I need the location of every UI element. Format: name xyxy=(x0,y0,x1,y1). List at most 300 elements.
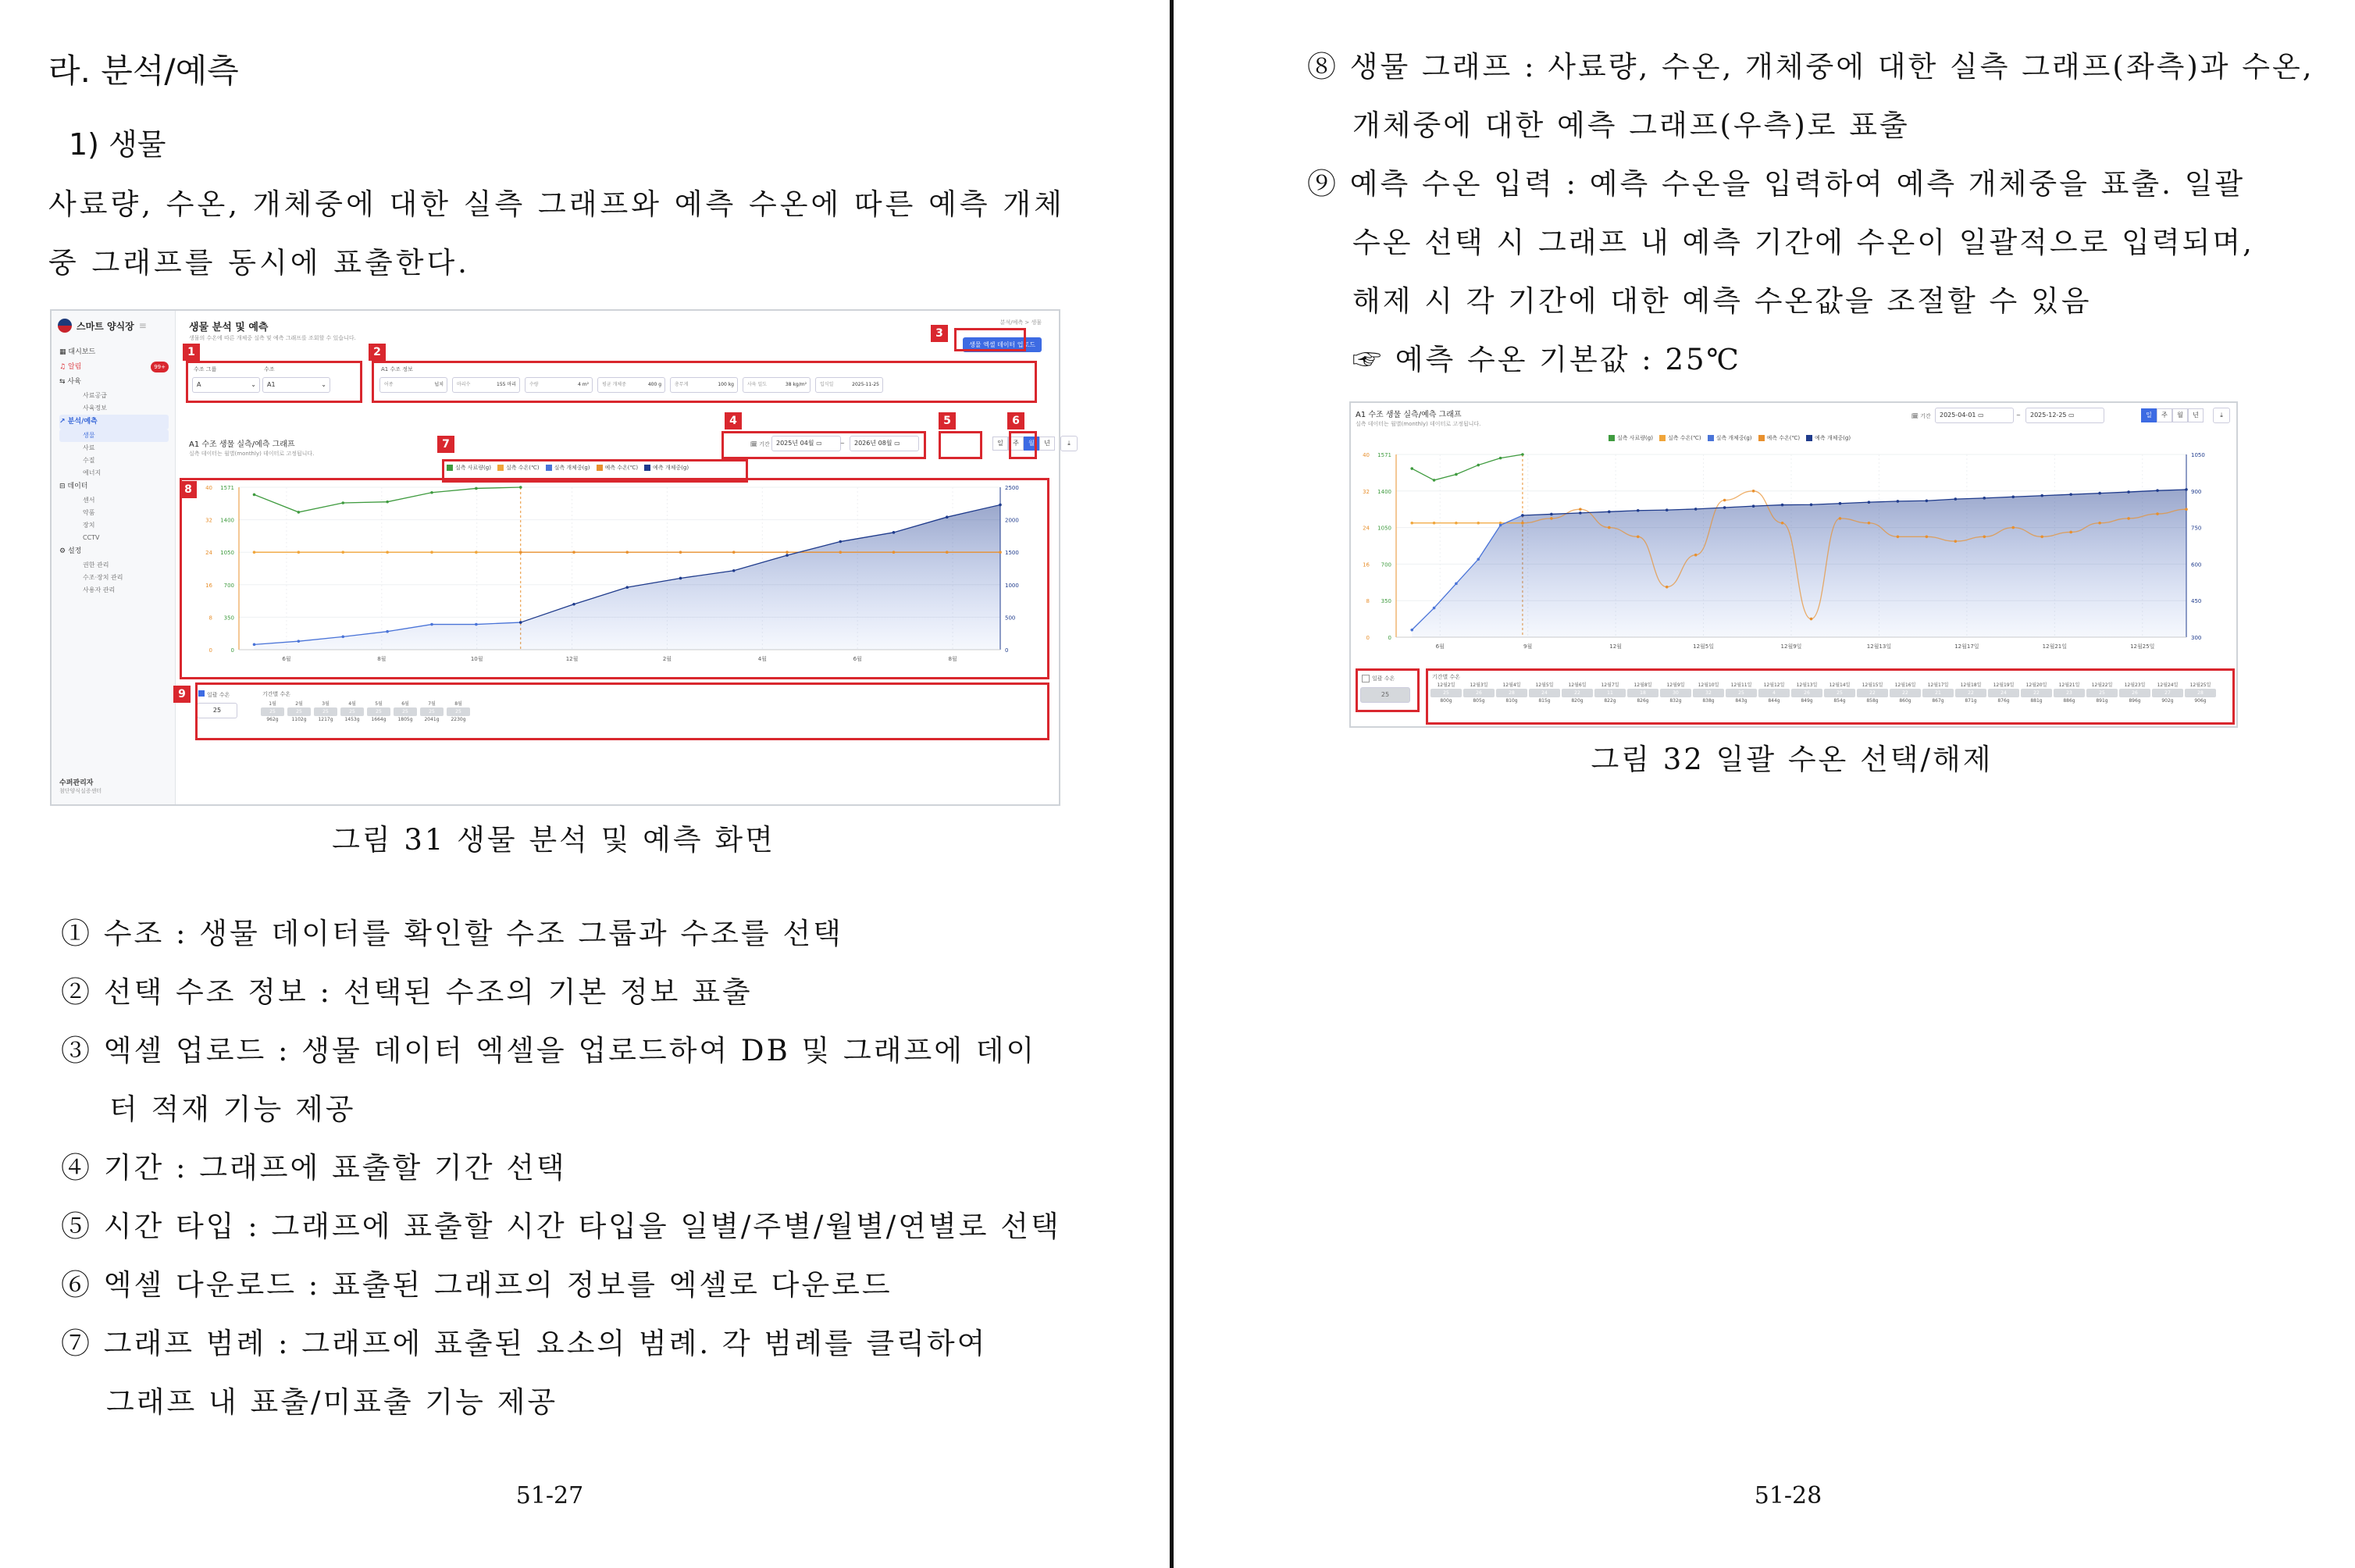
period-temp-input[interactable]: 28 xyxy=(2185,689,2216,697)
left-page xyxy=(0,0,1171,1568)
time-type-option[interactable]: 일 xyxy=(992,437,1008,451)
legend-item[interactable] xyxy=(1708,434,1752,442)
subsection-title: 1) 생물 xyxy=(69,127,166,162)
download-icon: ⤓ xyxy=(1067,440,1071,447)
figure-31-screenshot xyxy=(50,309,1071,806)
legend-item[interactable] xyxy=(1758,434,1801,442)
time-type-option[interactable]: 일 xyxy=(2141,408,2157,422)
period-temp-input[interactable]: 25 xyxy=(367,707,390,716)
predicted-weight: 815g xyxy=(1538,698,1551,704)
data-point-predicted-temp xyxy=(1868,522,1871,525)
data-point-predicted-weight xyxy=(2069,493,2072,496)
period-temp-cell xyxy=(1529,681,1560,704)
period-temp-input[interactable]: 11 xyxy=(1594,689,1626,697)
predicted-weight: 810g xyxy=(1505,698,1518,704)
data-point-actual-feed xyxy=(1410,467,1413,470)
y-tick-temp: 16 xyxy=(205,582,212,589)
y-tick-temp: 0 xyxy=(1366,635,1370,641)
x-tick-label: 4월 xyxy=(757,656,767,662)
data-point-predicted-temp xyxy=(1637,536,1640,539)
x-tick-label: 12월21일 xyxy=(2042,643,2068,650)
emblem-icon xyxy=(58,319,72,333)
period-temp-input[interactable]: 25 xyxy=(1824,689,1855,697)
data-point-predicted-weight xyxy=(1637,509,1640,512)
period-temp-input[interactable]: 18 xyxy=(1627,689,1658,697)
y-tick-feed: 0 xyxy=(1388,635,1391,641)
sidebar-subitem-device[interactable]: 장치 xyxy=(83,522,95,529)
period-temp-cell xyxy=(1890,681,1921,704)
time-type-option[interactable]: 년 xyxy=(1039,437,1055,451)
y-tick-weight: 500 xyxy=(1005,615,1016,622)
breadcrumb: 분석/예측 > 생물 xyxy=(999,319,1042,326)
excel-download-button[interactable] xyxy=(1060,436,1078,451)
chart-legend xyxy=(1609,434,1851,442)
period-label: 12월13일 xyxy=(1796,682,1818,688)
list-item: ⑦ 그래프 범례 : 그래프에 표출된 요소의 범례. 각 범례를 클릭하여 xyxy=(61,1327,988,1360)
period-temp-input[interactable]: 27 xyxy=(2152,689,2183,697)
data-point-predicted-weight xyxy=(1897,500,1900,503)
y-tick-feed: 700 xyxy=(223,582,234,589)
excel-download-button[interactable] xyxy=(2213,408,2230,423)
sidebar-subitem-energy[interactable]: 에너지 xyxy=(83,469,102,476)
period-label: 3월 xyxy=(322,701,330,707)
period-temp-label: 기간별 수온 xyxy=(262,691,291,697)
x-tick-label: 12월5일 xyxy=(1693,643,1715,650)
annotation-box-3 xyxy=(954,328,1026,351)
figure-31-caption: 그림 31 생물 분석 및 예측 화면 xyxy=(332,823,775,857)
predicted-weight: 1102g xyxy=(291,717,307,722)
checkbox-unchecked-icon xyxy=(1362,675,1370,682)
y-tick-temp: 8 xyxy=(1366,598,1370,605)
period-label: 12월8일 xyxy=(1634,682,1652,688)
sidebar-subitem-tank-device[interactable]: 수조·장치 관리 xyxy=(83,574,123,581)
predicted-weight: 2230g xyxy=(451,717,466,722)
data-point-predicted-temp xyxy=(1723,499,1726,502)
data-point-predicted-temp xyxy=(1521,522,1524,525)
list-item-note: ☞ 예측 수온 기본값 : 25℃ xyxy=(1352,343,1741,376)
bulk-temp-label: 일괄 수온 xyxy=(1372,675,1395,682)
x-tick-label: 8월 xyxy=(377,656,387,662)
data-point-predicted-temp xyxy=(1839,517,1842,520)
alarm-count-badge: 99+ xyxy=(151,362,169,372)
period-temp-input[interactable]: 25 xyxy=(394,707,417,716)
x-tick-label: 6월 xyxy=(1435,643,1445,650)
x-tick-label: 12월13일 xyxy=(1866,643,1892,650)
period-label: 12월25일 xyxy=(2189,682,2211,688)
period-temp-input[interactable]: 23 xyxy=(2054,689,2085,697)
period-label: 🗓 기간 xyxy=(1911,413,1931,419)
list-item: ⑤ 시간 타입 : 그래프에 표출할 시간 타입을 일별/주별/월별/연별로 선택 xyxy=(61,1210,1061,1243)
period-temp-input[interactable]: 25 xyxy=(314,707,337,716)
annotation-badge-2: 2 xyxy=(369,344,386,361)
sidebar-subitem-sensor[interactable]: 센서 xyxy=(83,497,95,504)
tank-info-key: 평균 개체중 xyxy=(602,382,626,387)
y-tick-temp: 40 xyxy=(1363,452,1370,458)
time-type-option[interactable]: 월 xyxy=(1024,437,1039,451)
period-label: 7월 xyxy=(428,701,436,707)
legend-item[interactable] xyxy=(1659,434,1701,442)
user-name: 수퍼관리자 xyxy=(59,779,94,787)
date-separator: ~ xyxy=(840,440,845,447)
data-point-predicted-temp xyxy=(2127,517,2130,520)
tank-info-value: 넙치 xyxy=(434,382,444,387)
period-temp-input[interactable]: 25 xyxy=(261,707,284,716)
sidebar-subitem-cctv[interactable]: CCTV xyxy=(83,534,100,541)
data-point-actual-weight xyxy=(1499,524,1502,527)
period-label: 12월4일 xyxy=(1502,682,1521,688)
period-temp-cell xyxy=(2086,681,2118,704)
x-tick-label: 12월9일 xyxy=(1780,643,1802,650)
tank-info-value: 2025-11-25 xyxy=(852,382,879,387)
x-tick-label: 6월 xyxy=(282,656,291,662)
predicted-weight: 854g xyxy=(1833,698,1846,704)
period-label: 12월18일 xyxy=(1960,682,1982,688)
period-label: 12월20일 xyxy=(2025,682,2047,688)
period-label: 2월 xyxy=(295,701,303,707)
y-tick-feed: 0 xyxy=(230,647,234,654)
tank-info-title: A1 수조 정보 xyxy=(381,366,413,372)
annotation-box-8 xyxy=(180,478,1049,679)
data-point-predicted-weight xyxy=(1550,513,1553,516)
x-tick-label: 12월 xyxy=(565,656,579,662)
tank-group-label: 수조 그룹 xyxy=(194,366,217,372)
x-tick-label: 2월 xyxy=(662,656,672,662)
intro-line-1: 사료량, 수온, 개체중에 대한 실측 그래프와 예측 수온에 따른 예측 개체 xyxy=(48,187,1065,221)
predicted-weight: 849g xyxy=(1801,698,1813,704)
legend-item[interactable] xyxy=(1806,434,1851,442)
bulk-temp-checkbox[interactable] xyxy=(1362,675,1395,682)
y-tick-feed: 350 xyxy=(1381,598,1391,605)
y-tick-temp: 0 xyxy=(208,647,212,654)
sidebar-item-dashboard[interactable]: ▦ 대시보드 xyxy=(59,348,96,356)
tank-info-key: 수량 xyxy=(529,382,539,387)
sidebar-subitem-feed-info[interactable]: 사육정보 xyxy=(83,404,107,412)
data-point-actual-feed xyxy=(1455,473,1458,476)
predicted-weight: 860g xyxy=(1899,698,1911,704)
data-point-predicted-weight xyxy=(1579,511,1582,515)
date-from-input[interactable] xyxy=(1935,408,2014,423)
data-point-predicted-weight xyxy=(1868,501,1871,504)
legend-label: 실측 사료량(g) xyxy=(1617,435,1653,441)
period-label: 12월12일 xyxy=(1763,682,1785,688)
calendar-icon: ▭ xyxy=(894,440,900,447)
data-point-predicted-weight xyxy=(1666,508,1669,511)
data-point-actual-temp xyxy=(1433,522,1436,525)
period-temp-cell xyxy=(1660,681,1691,704)
sidebar-subitem-user[interactable]: 사용자 관리 xyxy=(83,586,116,593)
data-point-predicted-weight xyxy=(1983,497,1986,500)
download-icon: ⤓ xyxy=(2220,412,2223,419)
date-from-value: 2025년 04월 xyxy=(776,440,814,447)
tank-info-value: 155 마리 xyxy=(497,382,516,387)
period-temp-input[interactable]: 24 xyxy=(1529,689,1560,697)
list-item-continuation: 수온 선택 시 그래프 내 예측 기간에 수온이 일괄적으로 입력되며, xyxy=(1352,226,2254,259)
chevron-down-icon: ⌄ xyxy=(251,381,256,388)
predicted-weight: 1805g xyxy=(397,717,413,722)
predicted-weight: 805g xyxy=(1473,698,1485,704)
period-label: 12월24일 xyxy=(2157,682,2179,688)
data-point-predicted-weight xyxy=(1926,499,1929,502)
period-temp-input[interactable]: 22 xyxy=(1955,689,1986,697)
intro-line-2: 중 그래프를 동시에 표출한다. xyxy=(48,246,470,280)
time-type-option[interactable]: 주 xyxy=(1008,437,1024,451)
predicted-weight: 881g xyxy=(2030,698,2043,704)
period-temp-input[interactable]: 24 xyxy=(1988,689,2019,697)
period-temp-label: 기간별 수온 xyxy=(1432,674,1461,680)
sidebar-subitem-permission[interactable]: 권한 관리 xyxy=(83,561,109,568)
period-label: 12월22일 xyxy=(2091,682,2113,688)
excel-upload-button[interactable]: 생물 엑셀 데이터 업로드 xyxy=(963,337,1042,352)
bulk-temp-input[interactable]: 25 xyxy=(197,703,237,718)
y-tick-weight: 1500 xyxy=(1005,550,1019,557)
sidebar-item-label: 대시보드 xyxy=(68,348,96,356)
predicted-weight: 844g xyxy=(1768,698,1780,704)
period-temp-input[interactable]: 22 xyxy=(1562,689,1593,697)
period-temp-cell xyxy=(1562,681,1593,704)
period-temp-input[interactable]: 25 xyxy=(2086,689,2118,697)
chart-subtitle: 실측 데이터는 월별(monthly) 데이터로 고정됩니다. xyxy=(189,451,315,457)
period-temp-input[interactable]: 25 xyxy=(1430,689,1462,697)
period-temp-input[interactable]: 22 xyxy=(1857,689,1888,697)
legend-label: 예측 수온(℃) xyxy=(604,465,639,471)
period-label: 6월 xyxy=(401,701,409,707)
period-temp-input[interactable]: 26 xyxy=(1463,689,1495,697)
period-temp-cell xyxy=(1988,681,2019,704)
legend-label: 실측 개체중(g) xyxy=(1715,435,1752,441)
predicted-weight: 1217g xyxy=(318,717,333,722)
sidebar-subitem-feed-supply[interactable]: 사료공급 xyxy=(83,392,107,399)
figure-32-screenshot xyxy=(1349,401,2238,728)
user-profile[interactable] xyxy=(59,777,102,795)
period-temp-input[interactable]: 25 xyxy=(420,707,444,716)
sidebar-item-label: 분석/예측 xyxy=(67,418,98,426)
y-tick-weight: 1050 xyxy=(2191,452,2205,458)
sidebar-subitem-water[interactable]: 수질 xyxy=(83,457,95,464)
data-point-actual-feed xyxy=(1499,457,1502,460)
predicted-weight: 886g xyxy=(2063,698,2075,704)
data-point-predicted-weight xyxy=(1781,504,1784,507)
predicted-weight: 876g xyxy=(1997,698,2010,704)
predicted-weight: 871g xyxy=(1965,698,1977,704)
y-tick-weight: 750 xyxy=(2191,525,2202,532)
data-point-predicted-temp xyxy=(1781,522,1784,525)
period-label: 8월 xyxy=(454,701,462,707)
data-point-predicted-temp xyxy=(2011,526,2015,529)
sidebar-item-label: 데이터 xyxy=(67,483,88,490)
y-tick-weight: 0 xyxy=(1005,647,1009,654)
annotation-box-4 xyxy=(721,431,926,459)
period-label: 5월 xyxy=(375,701,383,707)
predicted-weight: 838g xyxy=(1702,698,1715,704)
app-logo xyxy=(58,319,147,333)
period-temp-cell xyxy=(1726,681,1757,704)
annotation-badge-3: 3 xyxy=(931,325,948,342)
y-tick-weight: 900 xyxy=(2191,488,2202,495)
data-point-actual-feed xyxy=(1433,479,1436,482)
legend-swatch xyxy=(1708,435,1714,441)
period-temp-input[interactable]: 25 xyxy=(287,707,311,716)
predicted-weight: 906g xyxy=(2194,698,2207,704)
sidebar-item-label: 사육 xyxy=(67,378,81,386)
legend-swatch xyxy=(1758,435,1765,441)
sidebar-item-settings[interactable]: ⚙ 설정 xyxy=(59,547,82,555)
y-tick-temp: 32 xyxy=(205,517,212,524)
period-label: 12월10일 xyxy=(1698,682,1719,688)
y-tick-temp: 8 xyxy=(208,615,212,622)
data-point-predicted-temp xyxy=(1926,536,1929,539)
y-tick-weight: 2500 xyxy=(1005,485,1019,491)
annotation-badge-5: 5 xyxy=(939,412,956,429)
predicted-weight: 891g xyxy=(2096,698,2108,704)
data-point-predicted-weight xyxy=(1954,497,1958,501)
y-tick-feed: 350 xyxy=(223,615,234,622)
period-temp-cell xyxy=(1758,681,1790,704)
list-item: ⑧ 생물 그래프 : 사료량, 수온, 개체중에 대한 실측 그래프(좌측)과 수온, xyxy=(1307,50,2314,84)
period-label: 12월3일 xyxy=(1470,682,1488,688)
data-point-predicted-weight xyxy=(2127,490,2130,494)
x-tick-label: 6월 xyxy=(853,656,862,662)
date-to-input[interactable] xyxy=(2025,408,2104,423)
period-temp-input[interactable]: 25 xyxy=(1726,689,1757,697)
period-temp-input[interactable]: 25 xyxy=(340,707,364,716)
legend-item[interactable] xyxy=(1609,434,1653,442)
predicted-weight: 2041g xyxy=(424,717,440,722)
weight-area xyxy=(1412,490,2186,637)
period-label: 12월17일 xyxy=(1927,682,1949,688)
data-point-predicted-temp xyxy=(1694,554,1698,557)
legend-label: 실측 사료량(g) xyxy=(455,465,491,471)
menu-icon[interactable]: ≡ xyxy=(138,320,147,331)
annotation-badge-1: 1 xyxy=(183,344,200,361)
data-point-predicted-temp xyxy=(1608,526,1611,529)
sidebar-subitem-drug[interactable]: 약품 xyxy=(83,509,95,516)
annotation-box-1 xyxy=(186,361,362,403)
period-temp-input[interactable]: 32 xyxy=(1693,689,1724,697)
sidebar-item-data[interactable]: ⊟ 데이터 xyxy=(59,483,88,490)
y-tick-temp: 24 xyxy=(1363,525,1370,532)
sidebar xyxy=(52,311,176,804)
predicted-weight: 1453g xyxy=(344,717,360,722)
date-to-value: 2026년 08월 xyxy=(854,440,892,447)
predicted-weight: 962g xyxy=(266,717,279,722)
sidebar-item-alarm[interactable]: ♫ 알림 99+ xyxy=(59,360,169,375)
sidebar-item-label: 설정 xyxy=(67,547,82,555)
period-temp-input[interactable]: 4 xyxy=(1758,689,1790,697)
predicted-weight: 1664g xyxy=(371,717,387,722)
period-temp-input[interactable]: 28 xyxy=(1496,689,1527,697)
bulk-temp-input-disabled[interactable]: 25 xyxy=(1360,687,1410,703)
legend-label: 실측 수온(℃) xyxy=(505,465,540,471)
period-temp-input[interactable]: 26 xyxy=(2119,689,2150,697)
period-label: 12월11일 xyxy=(1730,682,1752,688)
period-label: 12월5일 xyxy=(1535,682,1554,688)
tank-info-key: 어종 xyxy=(384,382,394,387)
data-point-actual-weight xyxy=(1410,629,1413,632)
sidebar-item-feeding[interactable]: ⇆ 사육 xyxy=(59,378,81,386)
predicted-weight: 822g xyxy=(1604,698,1616,704)
time-type-option[interactable]: 년 xyxy=(2188,408,2204,422)
data-point-predicted-temp xyxy=(1897,536,1900,539)
tank-info-key: 총무게 xyxy=(675,382,689,387)
list-item-continuation: 개체중에 대한 예측 그래프(우측)로 표출 xyxy=(1352,109,1910,142)
period-temp-cell xyxy=(1496,681,1527,704)
sidebar-subitem-bio[interactable]: 생물 xyxy=(59,429,169,442)
legend-label: 예측 수온(℃) xyxy=(1766,435,1801,441)
sidebar-item-analysis[interactable]: ↗ 분석/예측 xyxy=(59,415,169,429)
period-temp-cell xyxy=(1627,681,1658,704)
period-label: 12월16일 xyxy=(1894,682,1916,688)
calendar-icon: ▭ xyxy=(816,440,822,447)
date-separator: ~ xyxy=(2016,412,2021,419)
list-item: ⑨ 예측 수온 입력 : 예측 수온을 입력하여 예측 개체중을 표출. 일괄 xyxy=(1307,167,2246,201)
y-tick-weight: 450 xyxy=(2191,598,2202,605)
predicted-weight: 820g xyxy=(1571,698,1584,704)
period-temp-input[interactable]: 25 xyxy=(447,707,470,716)
chart-subtitle: 실측 데이터는 월별(monthly) 데이터로 고정됩니다. xyxy=(1356,421,1481,427)
data-point-actual-weight xyxy=(1477,558,1480,561)
data-point-predicted-weight xyxy=(1694,508,1698,511)
period-temp-cell xyxy=(1922,681,1954,704)
date-to-value: 2025-12-25 xyxy=(2030,412,2067,419)
period-label-text: 기간 xyxy=(1920,413,1931,419)
sidebar-subitem-feed[interactable]: 사료 xyxy=(83,444,95,451)
predicted-weight: 902g xyxy=(2161,698,2174,704)
period-temp-cell xyxy=(2185,681,2216,704)
annotation-badge-4: 4 xyxy=(725,412,742,429)
data-point-predicted-temp xyxy=(2156,512,2159,515)
data-point-actual-temp xyxy=(1477,522,1480,525)
predicted-weight: 800g xyxy=(1440,698,1452,704)
legend-label: 예측 개체중(g) xyxy=(653,465,689,471)
list-item: ① 수조 : 생물 데이터를 확인할 수조 그룹과 수조를 선택 xyxy=(61,917,843,950)
calendar-icon: ▭ xyxy=(1978,412,1984,419)
period-temp-input[interactable]: 22 xyxy=(1890,689,1921,697)
time-type-option[interactable]: 주 xyxy=(2157,408,2172,422)
period-temp-input[interactable]: 26 xyxy=(1791,689,1822,697)
period-label-text: 기간 xyxy=(759,441,770,447)
period-temp-input[interactable]: 22 xyxy=(2021,689,2052,697)
data-point-predicted-weight xyxy=(1608,511,1611,514)
annotation-badge-7: 7 xyxy=(437,436,454,453)
chevron-down-icon: ⌄ xyxy=(321,381,326,388)
data-point-predicted-temp xyxy=(1550,517,1553,520)
annotation-box-2 xyxy=(372,361,1037,403)
data-point-predicted-temp xyxy=(1983,536,1986,539)
tank-label: 수조 xyxy=(264,366,275,372)
period-temp-input[interactable]: 21 xyxy=(1922,689,1954,697)
y-tick-weight: 600 xyxy=(2191,561,2202,568)
legend-swatch xyxy=(1806,435,1812,441)
time-type-option[interactable]: 월 xyxy=(2172,408,2188,422)
period-label: 12월7일 xyxy=(1601,682,1619,688)
list-item: ⑥ 엑셀 다운로드 : 표출된 그래프의 정보를 엑셀로 다운로드 xyxy=(61,1268,892,1302)
predicted-weight: 826g xyxy=(1637,698,1649,704)
list-item: ② 선택 수조 정보 : 선택된 수조의 기본 정보 표출 xyxy=(61,975,753,1009)
bulk-temp-label: 일괄 수온 xyxy=(207,692,230,698)
y-tick-weight: 300 xyxy=(2191,635,2202,641)
data-point-predicted-weight xyxy=(2040,494,2043,497)
tank-info-value: 100 kg xyxy=(718,382,734,387)
chart-title: A1 수조 생물 실측/예측 그래프 xyxy=(1356,411,1462,419)
period-temp-input[interactable]: 30 xyxy=(1660,689,1691,697)
tank-group-value: A xyxy=(197,381,201,388)
period-label: 12월21일 xyxy=(2058,682,2080,688)
y-tick-feed: 1050 xyxy=(220,550,234,557)
legend-label: 실측 수온(℃) xyxy=(1667,435,1701,441)
tank-info-value: 400 g xyxy=(647,382,661,387)
y-tick-temp: 16 xyxy=(1363,561,1370,568)
period-label: 12월2일 xyxy=(1437,682,1455,688)
